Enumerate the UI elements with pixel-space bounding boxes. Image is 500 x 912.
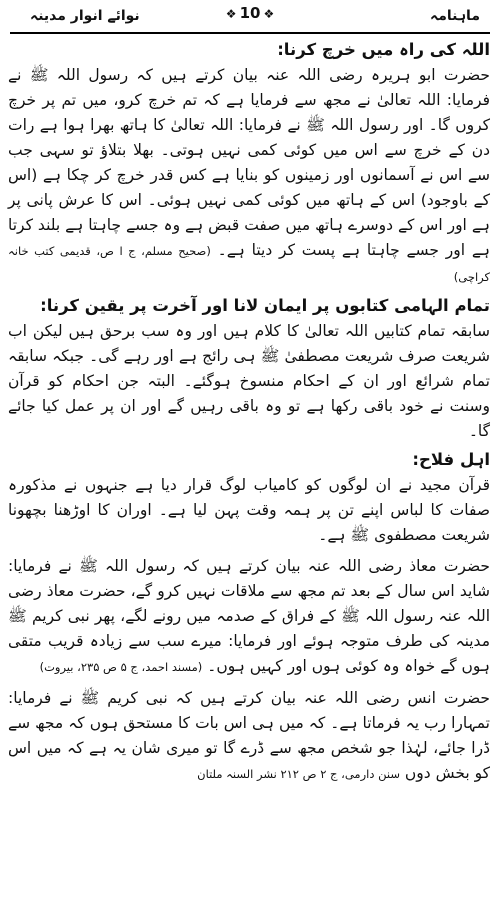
section-heading: اللہ کی راہ میں خرچ کرنا: xyxy=(277,40,490,59)
section-paragraph xyxy=(8,63,490,290)
paragraph-text: حضرت انس رضی اللہ عنہ بیان کرتے ہیں کہ نبی کریم ﷺ نے فرمایا: تمہارا رب یہ فرماتا ہے۔ کہ میں ہی اس بات کا مستحق ہوں کہ مجھ سے ڈرا جائے، لہٰذا جو شخص مجھ سے ڈرے گا تو میری شان یہ ہے کہ میں اس کو بخش دوں xyxy=(8,689,490,782)
paragraph-text: حضرت ابو ہریرہ رضی اللہ عنہ بیان کرتے ہیں کہ رسول اللہ ﷺ نے فرمایا: اللہ تعالیٰ نے مجھ سے فرمایا ہے کہ تم خرچ کرو، میں تم پر خرچ کروں گا۔ اور رسول اللہ ﷺ نے فرمایا: اللہ تعالیٰ کا ہاتھ بھرا ہوا ہے رات دن کے خرچ سے اس میں کوئی کمی نہیں ہوتی۔ بھلا بتلاؤ تو سہی جب سے اس نے آسمانوں اور زمینوں کو بنایا ہے کس قدر خرچ کر چکا ہے (اس کے باوجود) اس کے ہاتھ میں کوئی کمی نہیں ہوئی۔ اس کا عرش پانی پر ہے اور اس کے دوسرے ہاتھ میں صفت قبض ہے وہ جسے چاہتا ہے بلند کرتا ہے اور جسے چاہتا ہے پست کر دیتا ہے۔ xyxy=(8,66,490,259)
header-divider xyxy=(10,32,490,34)
section-paragraph xyxy=(8,473,490,548)
magazine-label: ماہنامہ xyxy=(430,8,480,24)
section-heading: اہل فلاح: xyxy=(412,450,490,469)
section-heading: تمام الہامی کتابوں پر ایمان لانا اور آخرت پر یقین کرنا: xyxy=(40,296,490,315)
reference: (مسند احمد، ج ۵ ص ۲۳۵، بیروت) xyxy=(39,660,203,674)
paragraph-text: قرآن مجید نے ان لوگوں کو کامیاب لوگ قرار دیا ہے جنہوں نے مذکورہ صفات کا لباس اپنے تن پر ہمہ وقت پہن لیا ہے۔ اوران کا اوڑھنا بچھونا شریعت مصطفوی ﷺ ہے۔ xyxy=(8,476,490,544)
paragraph-text: حضرت معاذ رضی اللہ عنہ بیان کرتے ہیں کہ رسول اللہ ﷺ نے فرمایا: شاید اس سال کے بعد تم مجھ سے ملاقات نہیں کرو گے، حضرت معاذ رضی اللہ عنہ رسول اللہ ﷺ کے فراق کے صدمہ میں رونے لگے، پھر نبی کریم ﷺ مدینہ کی طرف متوجہ ہوئے اور فرمایا: میرے سب سے زیادہ قریب متقی ہوں گے خواہ وہ کوئی ہوں اور کہیں ہوں۔ xyxy=(8,557,490,675)
reference: سنن دارمی، ج ۲ ص ۲۱۲ نشر السنہ ملتان xyxy=(197,767,400,781)
reference: (صحیح مسلم، ج ا ص، قدیمی کتب خانہ کراچی) xyxy=(8,244,490,284)
paragraph-text: سابقہ تمام کتابیں اللہ تعالیٰ کا کلام ہیں اور وہ سب برحق ہیں لیکن اب شریعت صرف شریعت مصطفیٰ ﷺ ہی رائج ہے اور رہے گی۔ جبکہ سابقہ تمام شرائع اور ان کے احکام منسوخ ہوگئے۔ البتہ جن احکام کو قرآن وسنت نے خود باقی رکھا ہے تو وہ باقی رہیں گے اور ان پر عمل کیا جائے گا۔ xyxy=(8,322,490,440)
article-body xyxy=(8,40,490,793)
page-header xyxy=(10,2,490,32)
section-paragraph xyxy=(8,686,490,787)
section-paragraph xyxy=(8,554,490,680)
page-number: ❖ 10 ❖ xyxy=(226,4,274,22)
magazine-title: نوائے انوار مدینہ xyxy=(30,8,140,24)
section-paragraph xyxy=(8,319,490,444)
